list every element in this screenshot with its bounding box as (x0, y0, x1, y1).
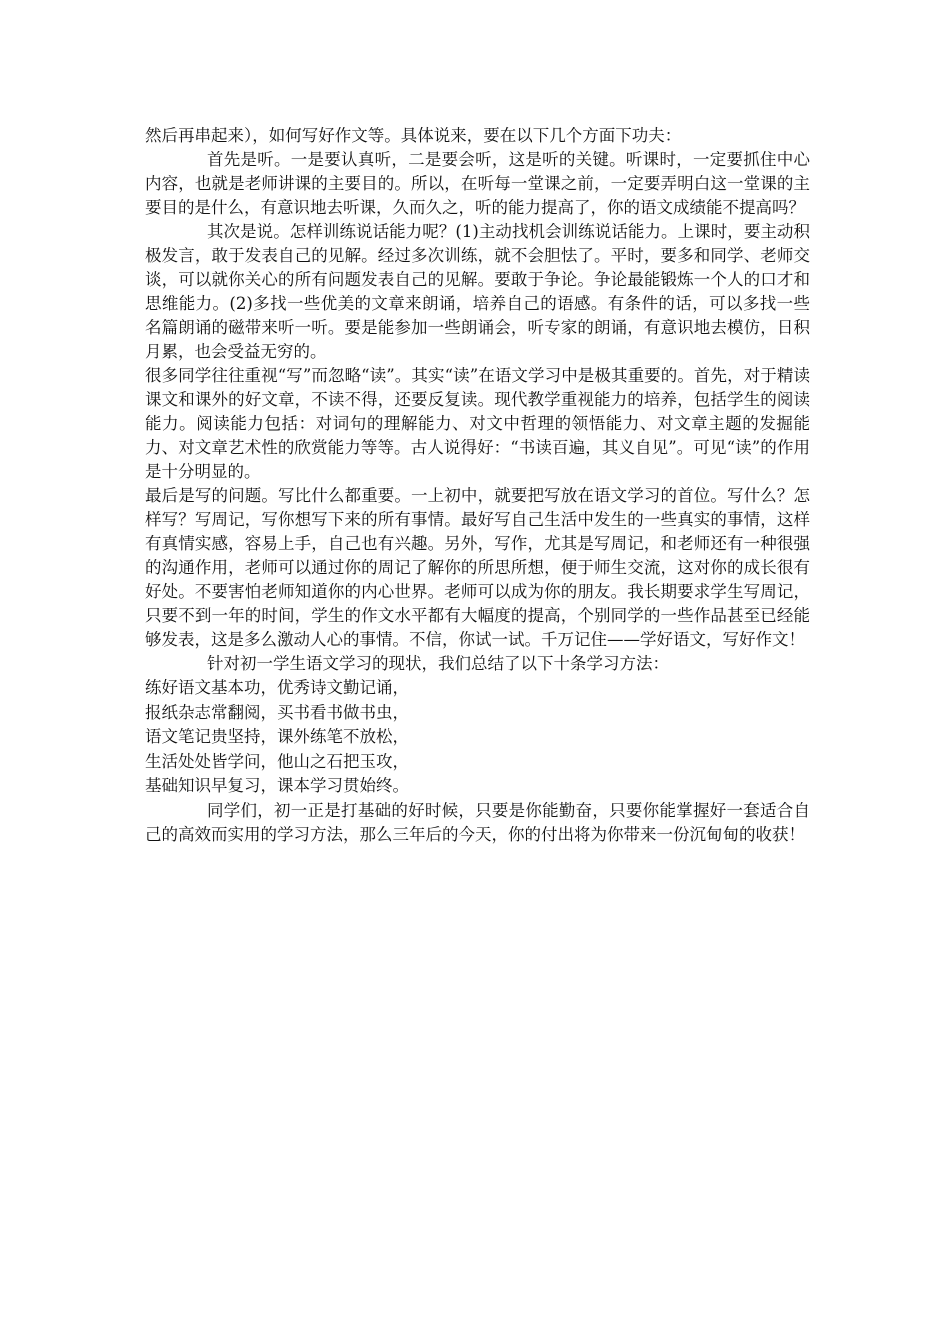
paragraph-listening: 首先是听。一是要认真听，二是要会听，这是听的关键。听课时，一定要抓住中心内容，也就是老师讲课的主要目的。所以，在听每一堂课之前，一定要弄明白这一堂课的主要目的是什么，有意识地去听课，久而久之，听的能力提高了，你的语文成绩能不提高吗？ (145, 150, 810, 217)
paragraph-reading: 很多同学往往重视“写”而忽略“读”。其实“读”在语文学习中是极其重要的。首先，对于精读课文和课外的好文章，不读不得，还要反复读。现代教学重视能力的培养，包括学生的阅读能力。阅读能力包括：对词句的理解能力、对文中哲理的领悟能力、对文章主题的发掘能力、对文章艺术性的欣赏能力等等。古人说得好：“书读百遍，其义自见”。可见“读”的作用是十分明显的。 (145, 366, 810, 481)
verse-line: 基础知识早复习，课本学习贯始终。 (145, 776, 409, 795)
paragraph-speaking: 其次是说。怎样训练说话能力呢？(1)主动找机会训练说话能力。上课时，要主动积极发言，敢于发表自己的见解。经过多次训练，就不会胆怯了。平时，要多和同学、老师交谈，可以就你关心的所有问题发表自己的见解。要敢于争论。争论最能锻炼一个人的口才和思维能力。(2)多找一些优美的文章来朗诵，培养自己的语感。有条件的话，可以多找一些名篇朗诵的磁带来听一听。要是能参加一些朗诵会，听专家的朗诵，有意识地去模仿，日积月累，也会受益无穷的。 (145, 222, 810, 361)
verse-line: 生活处处皆学问，他山之石把玉攻， (145, 751, 409, 771)
paragraph-closing: 同学们，初一正是打基础的好时候，只要是你能勤奋，只要你能掌握好一套适合自己的高效而实用的学习方法，那么三年后的今天，你的付出将为你带来一份沉甸甸的收获！ (145, 800, 810, 844)
verse-line: 语文笔记贵坚持，课外练笔不放松， (145, 727, 409, 746)
verse-line: 报纸杂志常翻阅，买书看书做书虫， (145, 702, 409, 722)
document-body (145, 124, 810, 847)
paragraph-writing: 最后是写的问题。写比什么都重要。一上初中，就要把写放在语文学习的首位。写什么？怎样写？写周记，写你想写下来的所有事情。最好写自己生活中发生的一些真实的事情，这样有真情实感，容易上手，自己也有兴趣。另外，写作，尤其是写周记，和老师还有一种很强的沟通作用，老师可以通过你的周记了解你的所思所想，便于师生交流，这对你的成长很有好处。不要害怕老师知道你的内心世界。老师可以成为你的朋友。我长期要求学生写周记，只要不到一年的时间，学生的作文水平都有大幅度的提高，个别同学的一些作品甚至已经能够发表，这是多么激动人心的事情。不信，你试一试。千万记住——学好语文，写好作文！ (145, 486, 810, 649)
paragraph-methods-intro: 针对初一学生语文学习的现状，我们总结了以下十条学习方法： (207, 654, 669, 673)
verse-line: 练好语文基本功，优秀诗文勤记诵， (145, 678, 409, 697)
paragraph-intro-continuation: 然后再串起来），如何写好作文等。具体说来，要在以下几个方面下功夫： (145, 126, 682, 145)
